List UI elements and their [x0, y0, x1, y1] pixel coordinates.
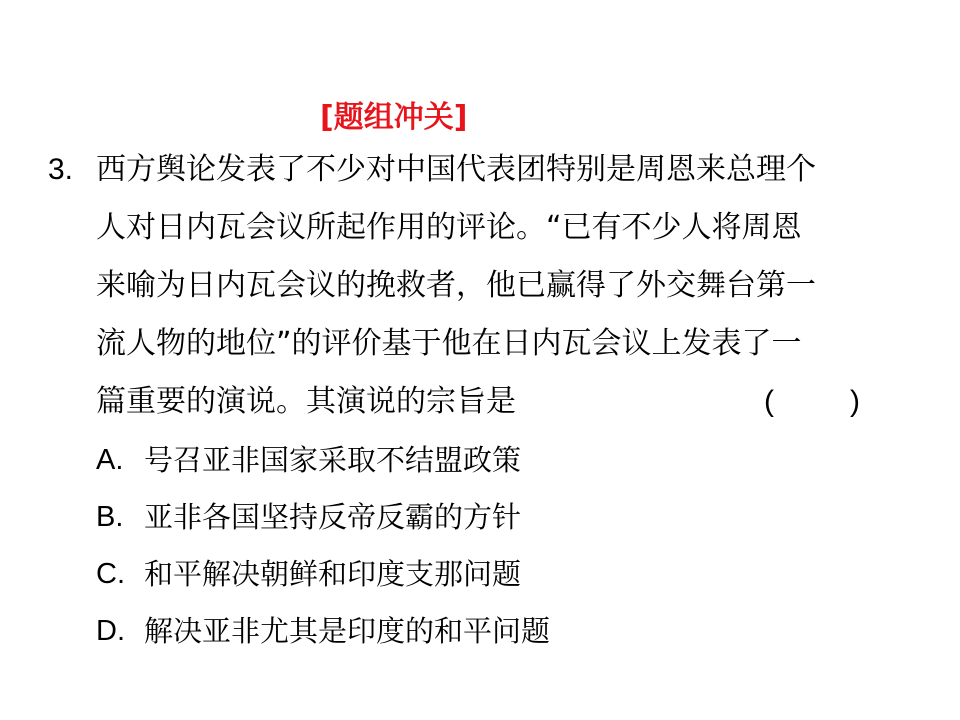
option-a	[96, 440, 521, 480]
section-title: [题组冲关]	[320, 100, 468, 135]
option-a-letter: A.	[96, 444, 124, 476]
answer-blank	[764, 382, 860, 422]
option-d-letter: D.	[96, 615, 125, 647]
option-b	[96, 497, 521, 537]
option-d	[96, 611, 550, 651]
option-a-text: 号召亚非国家采取不结盟政策	[144, 443, 522, 477]
question-line-5: 篇重要的演说。其演说的宗旨是	[96, 384, 516, 419]
option-c-text: 和平解决朝鲜和印度支那问题	[144, 557, 522, 591]
option-b-text: 亚非各国坚持反帝反霸的方针	[144, 500, 522, 534]
answer-open-paren: (	[764, 385, 774, 418]
option-c	[96, 554, 521, 594]
option-b-letter: B.	[96, 501, 124, 533]
question-line-2: 人对日内瓦会议所起作用的评论。“已有不少人将周恩	[96, 210, 802, 245]
option-c-letter: C.	[96, 558, 125, 590]
question-line-4: 流人物的地位”的评价基于他在日内瓦会议上发表了一	[96, 326, 802, 361]
option-d-text: 解决亚非尤其是印度的和平问题	[144, 614, 551, 648]
answer-close-paren: )	[850, 385, 860, 418]
question-number: 3.	[48, 153, 74, 186]
question-line-1: 西方舆论发表了不少对中国代表团特别是周恩来总理个	[96, 152, 816, 187]
question-line-3: 来喻为日内瓦会议的挽救者，他已赢得了外交舞台第一	[96, 268, 816, 303]
